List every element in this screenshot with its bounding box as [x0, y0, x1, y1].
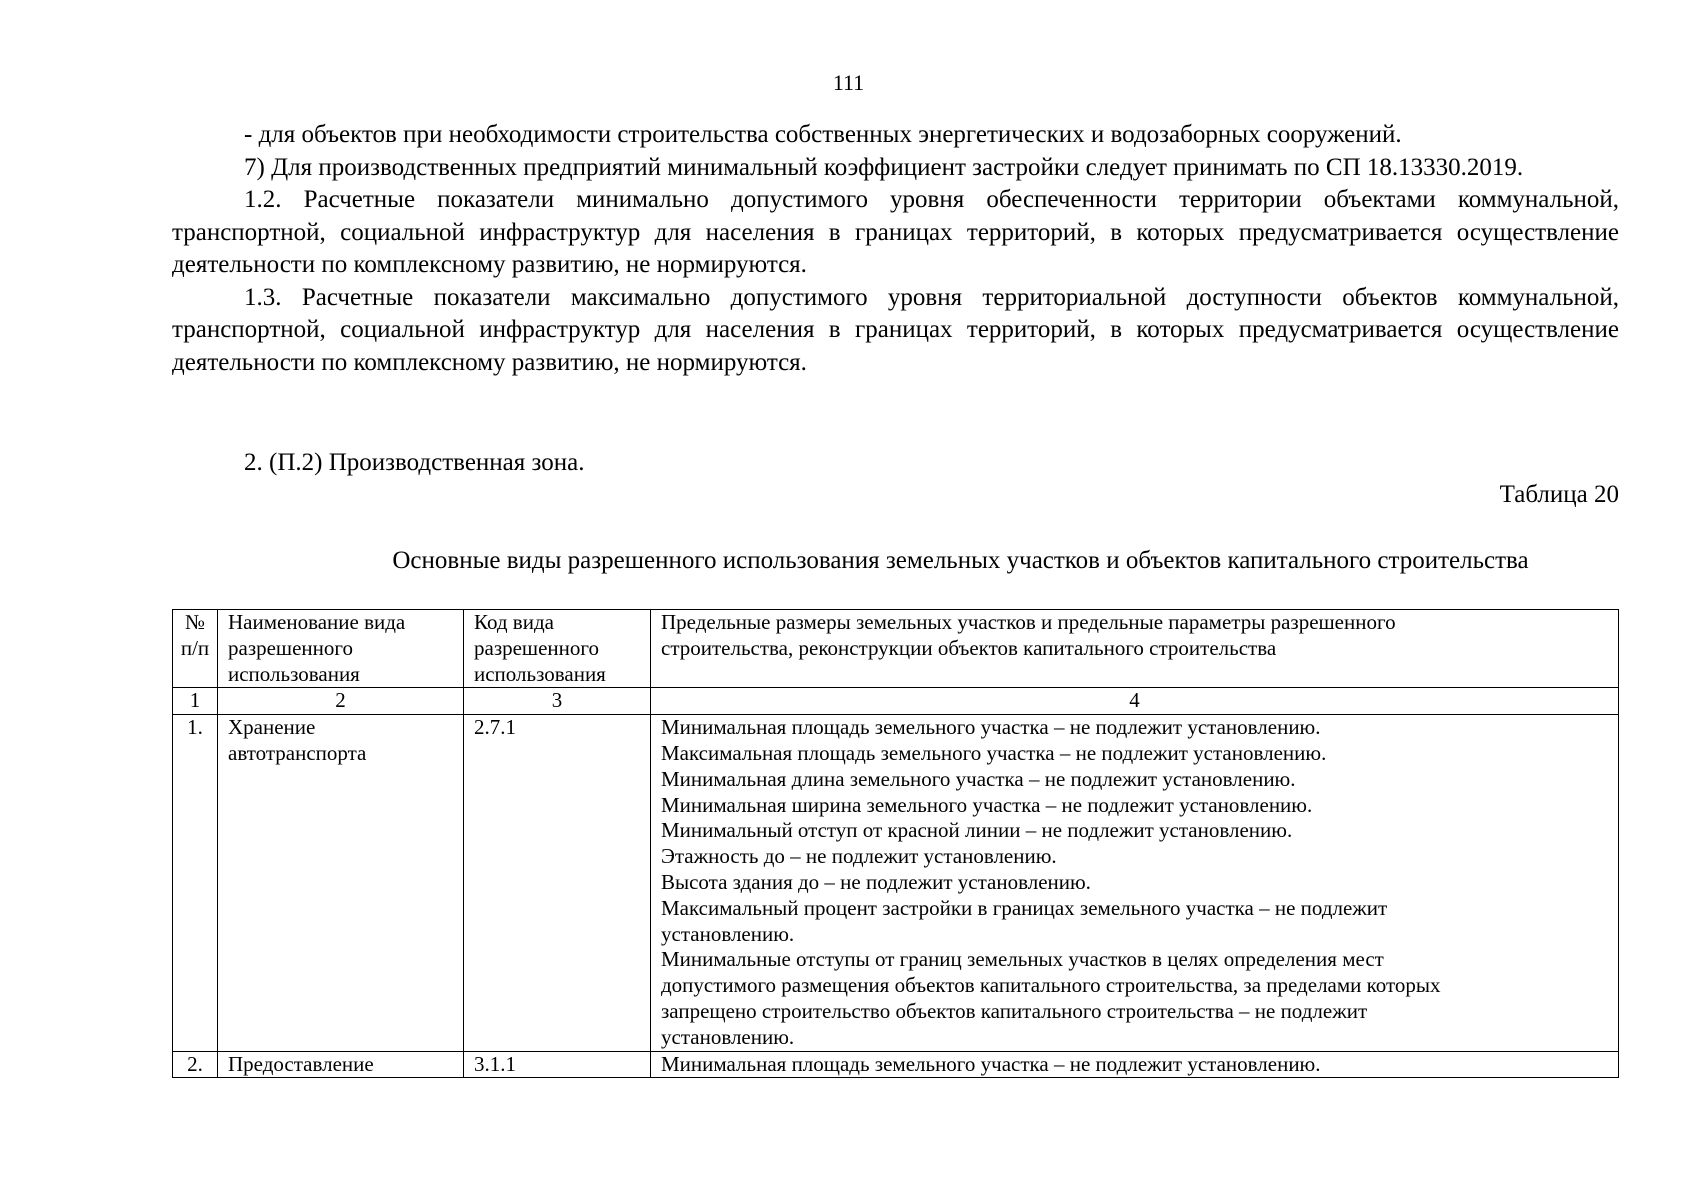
paragraph: 7) Для производственных предприятий минимальный коэффициент застройки следует принимать по СП 18.13330.2019. — [244, 153, 1524, 181]
header-cell-line: п/п — [180, 635, 210, 660]
section-heading: 2. (П.2) Производственная зона. — [244, 449, 585, 476]
use-name-cell — [218, 1051, 464, 1078]
row-number-cell: 1. — [173, 715, 218, 1051]
header-cell-line: Наименование вида — [228, 610, 406, 634]
parameters-cell-line: Максимальный процент застройки в границах земельного участка – не подлежит — [661, 895, 1388, 920]
parameters-cell — [651, 1051, 1619, 1078]
header-cell-line: разрешенного — [474, 635, 599, 660]
body-text — [172, 119, 1619, 379]
parameters-cell-line: Минимальные отступы от границ земельных участков в целях определения мест — [661, 947, 1384, 972]
parameters-cell-line: Высота здания до – не подлежит установлению. — [661, 869, 1091, 894]
use-code-cell: 3.1.1 — [464, 1051, 651, 1078]
table-header-row — [173, 610, 1619, 688]
parameters-cell-line: запрещено строительство объектов капитального строительства – не подлежит — [661, 998, 1368, 1023]
table-title-text: Основные виды разрешенного использования земельных участков и объектов капитального строительства — [392, 547, 1529, 574]
paragraph: 1.3. Расчетные показатели максимально допустимого уровня территориальной доступности объектов коммунальной, транспортной, социальной инфраструктур для населения в границах территорий, в которых предусматривается осуществление деятельности по комплексному развитию, не нормируются. — [172, 283, 1619, 376]
index-cell: 2 — [218, 688, 464, 715]
paragraph: 1.2. Расчетные показатели минимально допустимого уровня обеспеченности территории объектами коммунальной, транспортной, социальной инфраструктур для населения в границах территорий, в которых предусматривается осуществление деятельности по комплексному развитию, не нормируются. — [172, 186, 1619, 278]
header-cell-line: строительства, реконструкции объектов капитального строительства — [661, 635, 1277, 660]
header-cell — [464, 610, 651, 688]
header-cell — [218, 610, 464, 688]
use-name-cell-line: Хранение — [228, 715, 316, 740]
parameters-cell-line: Минимальная площадь земельного участка – не подлежит установлению. — [661, 715, 1321, 740]
parameters-cell-line: установлению. — [661, 921, 795, 946]
table-caption: Таблица 20 — [1499, 481, 1619, 508]
parameters-cell — [651, 715, 1619, 1051]
parameters-cell-line: Минимальная ширина земельного участка – не подлежит установлению. — [661, 792, 1313, 817]
use-code-cell: 2.7.1 — [464, 715, 651, 1051]
header-cell-line: использования — [228, 661, 360, 686]
use-name-cell-line: Предоставление — [228, 1051, 374, 1076]
header-cell-line: разрешенного — [228, 635, 353, 660]
parameters-cell-line: Минимальная длина земельного участка – не подлежит установлению. — [661, 766, 1296, 791]
index-cell: 1 — [173, 688, 218, 715]
use-name-cell — [218, 715, 464, 1051]
parameters-cell-line: допустимого размещения объектов капитального строительства, за пределами которых — [661, 973, 1441, 998]
header-cell-line: Код вида — [474, 610, 554, 634]
table-title — [172, 545, 1619, 577]
table-row — [173, 1051, 1619, 1078]
header-cell-line: № — [184, 610, 206, 634]
paragraph: - для объектов при необходимости строительства собственных энергетических и водозаборных сооружений. — [244, 121, 1402, 148]
header-cell — [651, 610, 1619, 688]
row-number-cell: 2. — [173, 1051, 218, 1078]
header-cell — [173, 610, 218, 688]
use-name-cell-line: автотранспорта — [228, 740, 367, 765]
header-cell-line: Предельные размеры земельных участков и предельные параметры разрешенного — [661, 610, 1396, 634]
table-row — [173, 715, 1619, 1051]
parameters-cell-line: Максимальная площадь земельного участка – не подлежит установлению. — [661, 740, 1327, 765]
index-cell: 3 — [464, 688, 651, 715]
header-cell-line: использования — [474, 661, 606, 686]
index-cell: 4 — [651, 688, 1619, 715]
page-number: 111 — [832, 70, 865, 95]
parameters-cell-line: Этажность до – не подлежит установлению. — [661, 844, 1057, 869]
parameters-cell-line: установлению. — [661, 1024, 795, 1049]
land-use-table — [172, 609, 1619, 1078]
table-index-row — [173, 688, 1619, 715]
parameters-cell-line: Минимальный отступ от красной линии – не подлежит установлению. — [661, 818, 1293, 843]
parameters-cell-line: Минимальная площадь земельного участка – не подлежит установлению. — [661, 1051, 1321, 1076]
